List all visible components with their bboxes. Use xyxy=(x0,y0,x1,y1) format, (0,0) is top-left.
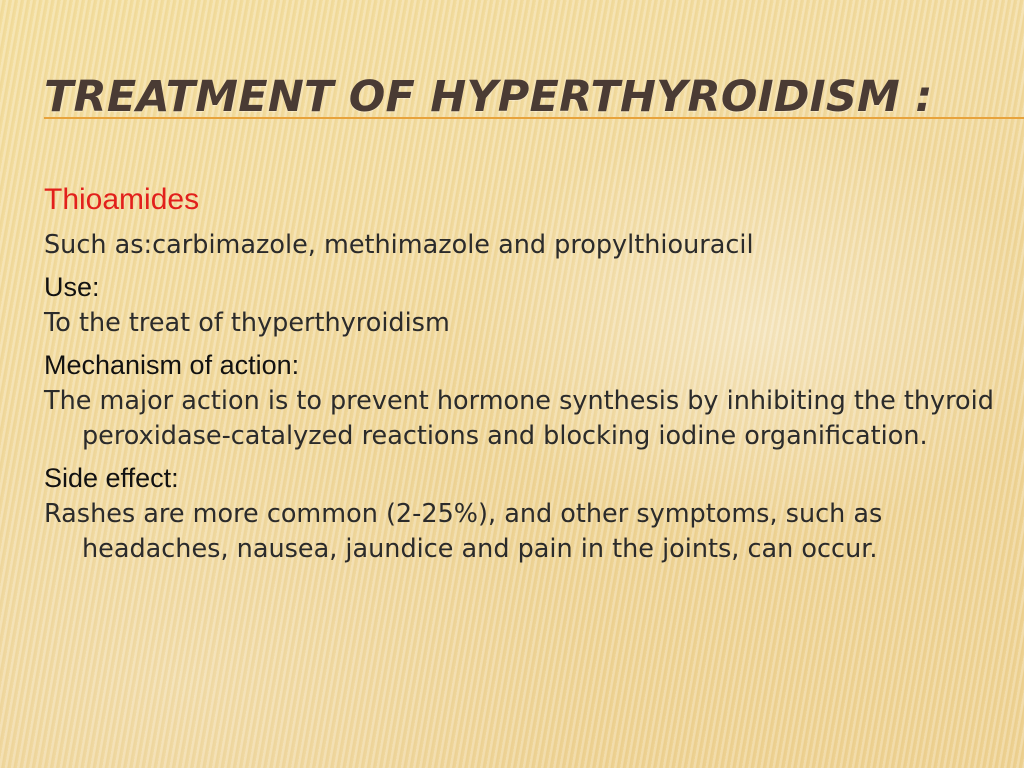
examples-text: Such as:carbimazole, methimazole and propylthiouracil xyxy=(44,230,754,260)
side-effect-text: Rashes are more common (2-25%), and other symptoms, such as headaches, nausea, jaundice and pain in the joints, can occur. xyxy=(44,499,883,564)
title-underline xyxy=(44,117,1024,119)
drug-class-heading: Thioamides xyxy=(44,183,200,216)
mechanism-text: The major action is to prevent hormone synthesis by inhibiting the thyroid peroxidase-catalyzed reactions and blocking iodine organification. xyxy=(44,386,994,451)
side-effect-label: Side effect: xyxy=(44,463,179,493)
use-label: Use: xyxy=(44,272,100,302)
use-text: To the treat of thyperthyroidism xyxy=(44,308,450,338)
slide-title: TREATMENT OF HYPERTHYROIDISM : xyxy=(44,72,933,122)
slide-content xyxy=(44,178,994,567)
mechanism-label: Mechanism of action: xyxy=(44,350,300,380)
